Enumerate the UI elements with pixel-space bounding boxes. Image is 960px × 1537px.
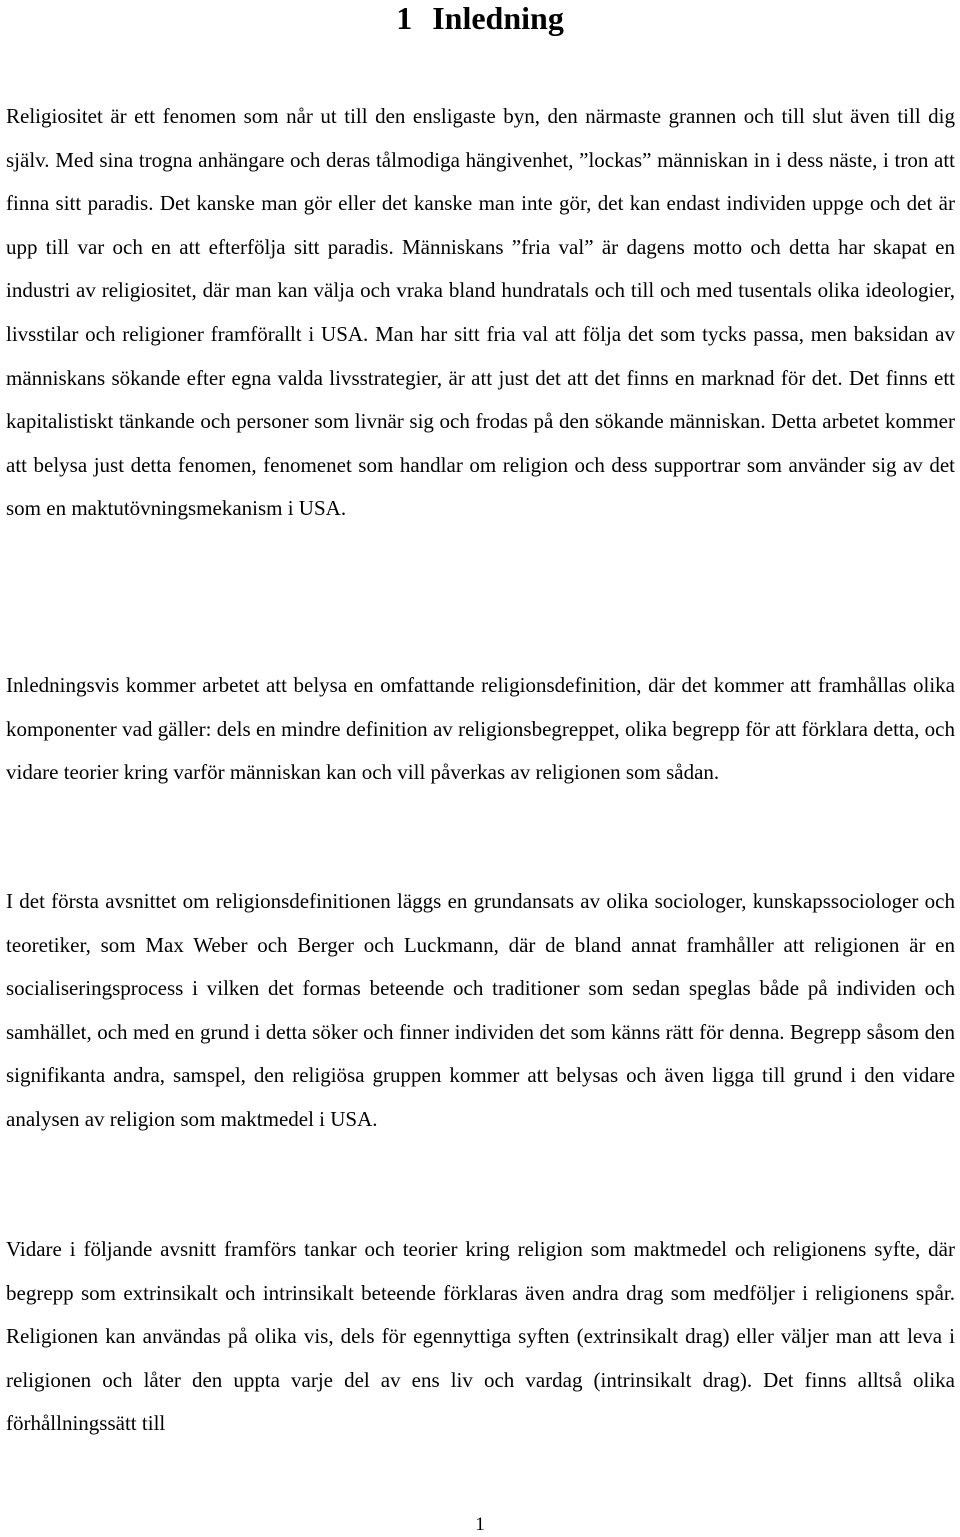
paragraph: Vidare i följande avsnitt framförs tankar och teorier kring religion som maktmedel och religionens syfte, där begrepp som extrinsikalt och intrinsikalt beteende förklaras även andra drag som medföljer i religionens spår. Religionen kan användas på olika vis, dels för egennyttiga syften (extrinsikalt drag) eller väljer man att leva i religionen och låter den uppta varje del av ens liv och vardag (intrinsikalt drag). Det finns alltså olika förhållningssätt till [6,1237,955,1436]
paragraph: Inledningsvis kommer arbetet att belysa en omfattande religionsdefinition, där det kommer att framhållas olika komponenter vad gäller: dels en mindre definition av religionsbegreppet, olika begrepp för att förklara detta, och vidare teorier kring varför människan kan och vill påverkas av religionen som sådan. [6,673,955,785]
page-number: 1 [475,1514,485,1535]
chapter-number: 1 [396,0,413,36]
chapter-title: Inledning [432,0,564,36]
paragraph: I det första avsnittet om religionsdefinitionen läggs en grundansats av olika sociologer, kunskapssociologer och teoretiker, som Max Weber och Berger och Luckmann, där de bland annat framhåller att religionen är en socialiseringsprocess i vilken det formas beteende och traditioner som sedan speglas både på individen och samhället, och med en grund i detta söker och finner individen det som känns rätt för denna. Begrepp såsom den signifikanta andra, samspel, den religiösa gruppen kommer att belysas och även ligga till grund i den vidare analysen av religion som maktmedel i USA. [6,889,955,1131]
chapter-heading [0,0,960,36]
paragraph: Religiositet är ett fenomen som når ut till den ensligaste byn, den närmaste grannen och till slut även till dig själv. Med sina trogna anhängare och deras tålmodiga hängivenhet, ”lockas” människan in i dess näste, i tron att finna sitt paradis. Det kanske man gör eller det kanske man inte gör, det kan endast individen uppge och det är upp till var och en att efterfölja sitt paradis. Människans ”fria val” är dagens motto och detta har skapat en industri av religiositet, där man kan välja och vraka bland hundratals och till och med tusentals olika ideologier, livsstilar och religioner framförallt i USA. Man har sitt fria val att följa det som tycks passa, men baksidan av människans sökande efter egna valda livsstrategier, är att just det att det finns en marknad för det. Det finns ett kapitalistiskt tänkande och personer som livnär sig och frodas på den sökande människan. Detta arbetet kommer att belysa just detta fenomen, fenomenet som handlar om religion och dess supportrar som använder sig av det som en maktutövningsmekanism i USA. [6,104,955,521]
